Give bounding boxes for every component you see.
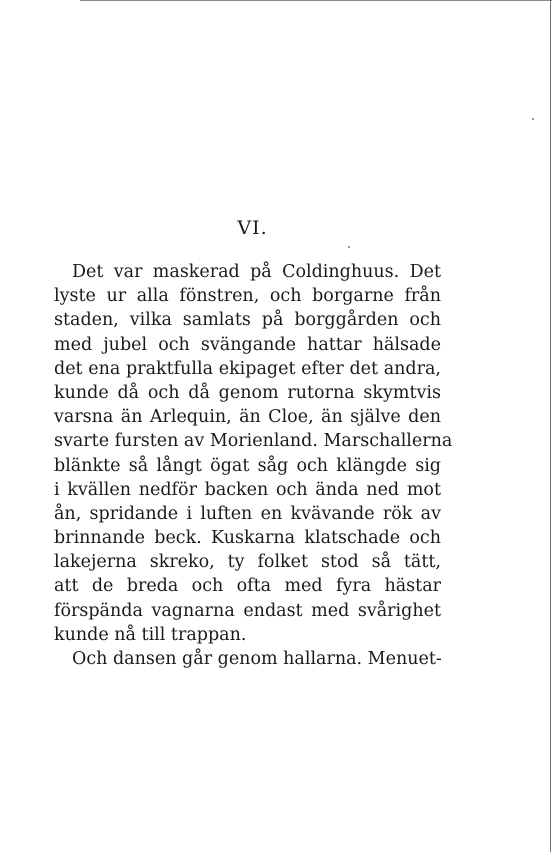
text-line: kunde då och då genom rutorna skymtvis (54, 382, 441, 403)
text-line: kunde nå till trappan. (54, 624, 247, 645)
page-top-edge (80, 0, 552, 1)
page-right-edge (550, 0, 551, 852)
text-line: med jubel och svängande hattar hälsade (54, 334, 441, 355)
text-line: brinnande beck. Kuskarna klatschade och (54, 528, 441, 549)
chapter-heading: VI. (237, 217, 268, 239)
text-line: Och dansen går genom hallarna. Menuet- (72, 649, 442, 669)
text-line: förspända vagnarna endast med svårighet (54, 600, 441, 621)
body-text (54, 260, 453, 671)
text-line: i kvällen nedför backen och ända ned mot (54, 479, 441, 500)
text-line: det ena praktfulla ekipaget efter det andra, (54, 358, 441, 379)
text-line: Det var maskerad på Coldinghuus. Det (72, 262, 441, 282)
text-line: varsna än Arlequin, än Cloe, än själve den (54, 407, 441, 428)
text-line: staden, vilka samlats på borggården och (54, 310, 441, 331)
text-line: ån, spridande i luften en kvävande rök av (54, 503, 441, 524)
text-line: lyste ur alla fönstren, och borgarne från (54, 286, 441, 307)
text-line: lakejerna skreko, ty folket stod så tätt, (54, 552, 441, 573)
text-line: svarte fursten av Morienland. Marschallerna (54, 431, 453, 452)
book-page (54, 212, 453, 671)
scan-speck (532, 118, 534, 120)
text-line: blänkte så långt ögat såg och klängde sig (54, 455, 441, 476)
text-line: att de breda och ofta med fyra hästar (54, 576, 441, 597)
